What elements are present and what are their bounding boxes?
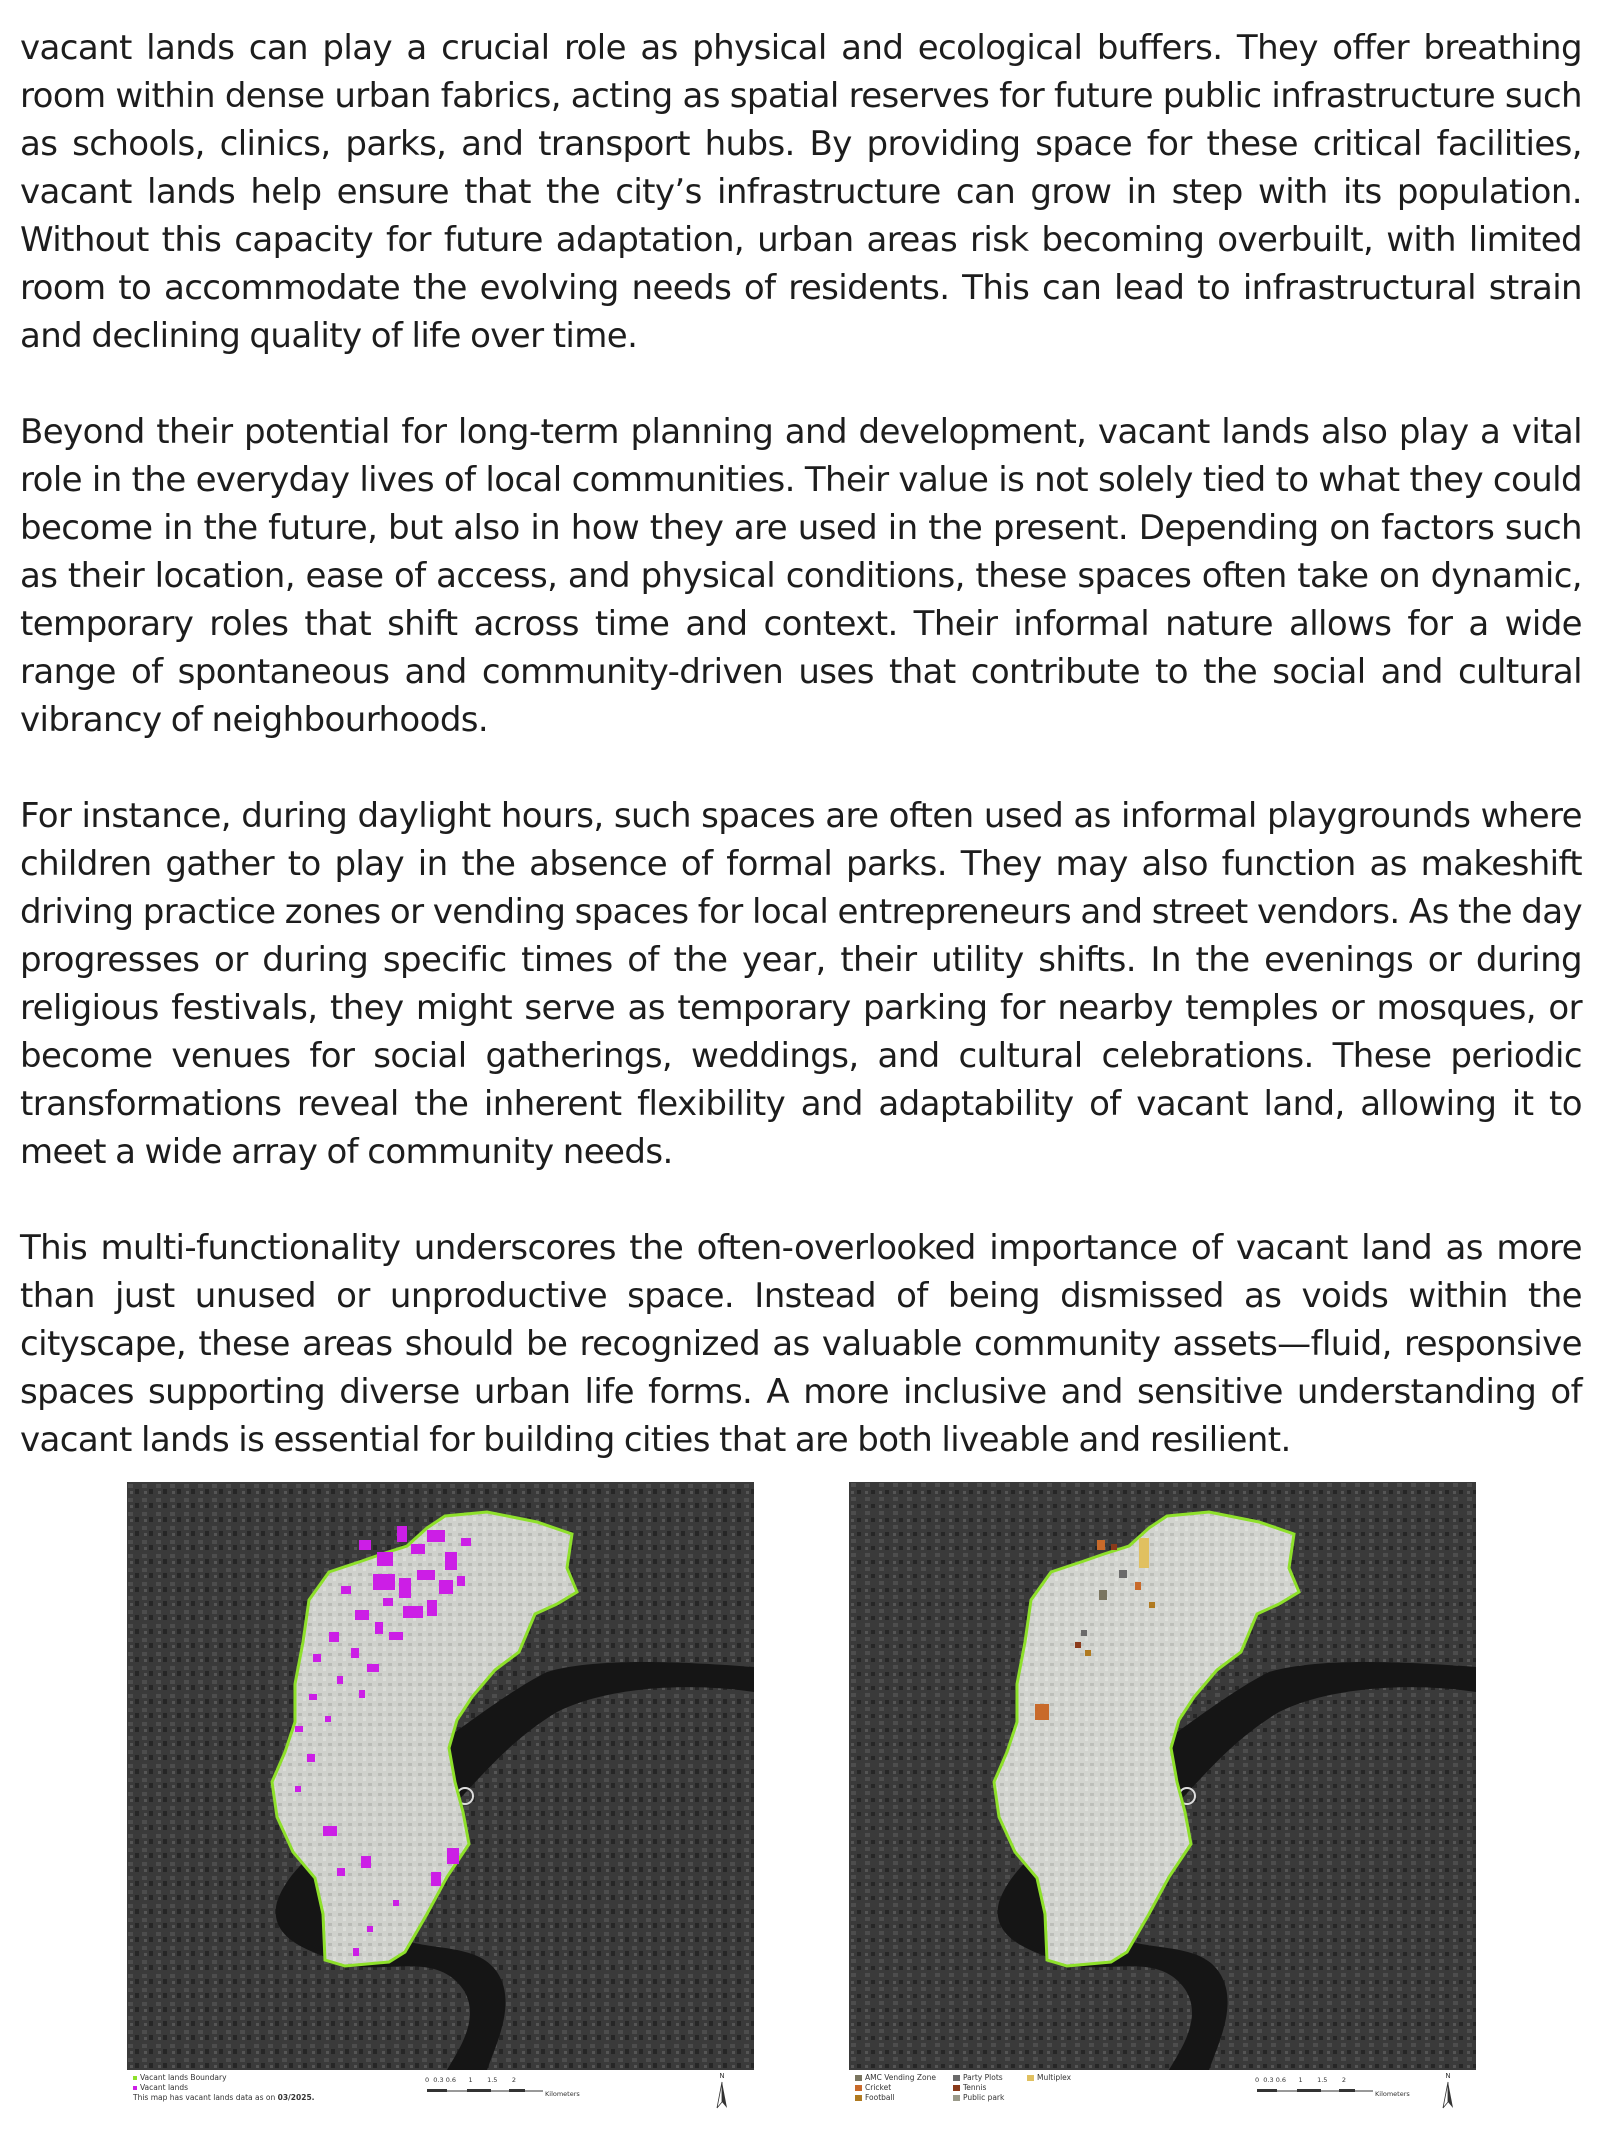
map-image-left bbox=[127, 1482, 754, 2070]
scale-bar-right bbox=[1255, 2086, 1375, 2096]
tennis-swatch-icon bbox=[953, 2085, 960, 2091]
paragraph-3: For instance, during daylight hours, such spaces are often used as informal playgrounds where children gather to play in the absence of formal parks. They may also function as makeshift driving practice zones or vending spaces for local entrepreneurs and street vendors. As the day progresses or during specific times of the year, their utility shifts. In the evenings or during religious festivals, they might serve as temporary parking for nearby temples or mosques, or become venues for social gatherings, weddings, and cultural celebrations. These periodic transformations reveal the inherent flexibility and adaptability of vacant land, allowing it to meet a wide array of community needs. bbox=[20, 796, 1582, 1172]
legend-vacant-label: Vacant lands bbox=[140, 2083, 189, 2092]
scale-bar-left bbox=[425, 2086, 545, 2096]
legend-multiplex: Multiplex bbox=[1037, 2073, 1072, 2082]
vacant-lands-map bbox=[127, 1482, 754, 2122]
scale-unit-right: Kilometers bbox=[1375, 2090, 1410, 2098]
legend-public-park: Public park bbox=[963, 2093, 1005, 2102]
map-legend-right bbox=[849, 2070, 1476, 2122]
north-arrow-icon: N bbox=[715, 2072, 729, 2114]
scale-ticks-right: 0 0.3 0.6 1 1.5 2 bbox=[1255, 2076, 1347, 2084]
legend-tennis: Tennis bbox=[963, 2083, 987, 2092]
north-arrow-icon-right: N bbox=[1441, 2072, 1455, 2114]
legend-amc-vending: AMC Vending Zone bbox=[865, 2073, 936, 2082]
legend-cricket: Cricket bbox=[865, 2083, 892, 2092]
map-legend-left bbox=[127, 2070, 754, 2122]
football-swatch-icon bbox=[855, 2095, 862, 2101]
scale-ticks-left: 0 0.3 0.6 1 1.5 2 bbox=[425, 2076, 517, 2084]
paragraph-4: This multi-functionality underscores the often-overlooked importance of vacant land as more than just unused or unproductive space. Instead of being dismissed as voids within the cityscape, these areas should be recognized as valuable community assets—fluid, responsive spaces supporting diverse urban life forms. A more inclusive and sensitive understanding of vacant lands is essential for building cities that are both liveable and resilient. bbox=[20, 1228, 1582, 1460]
vacant-swatch-icon bbox=[133, 2086, 137, 2090]
map-image-right bbox=[849, 1482, 1476, 2070]
legend-note-date: 03/2025. bbox=[277, 2093, 315, 2102]
legend-party-plots: Party Plots bbox=[963, 2073, 1003, 2082]
amc-vending-swatch-icon bbox=[855, 2075, 862, 2081]
boundary-swatch-icon bbox=[133, 2076, 137, 2080]
paragraph-1: vacant lands can play a crucial role as physical and ecological buffers. They offer breathing room within dense urban fabrics, acting as spatial reserves for future public infrastructure such as schools, clinics, parks, and transport hubs. By providing space for these critical facilities, vacant lands help ensure that the city’s infrastructure can grow in step with its population. Without this capacity for future adaptation, urban areas risk becoming overbuilt, with limited room to accommodate the evolving needs of residents. This can lead to infrastructural strain and declining quality of life over time. bbox=[20, 28, 1582, 356]
legend-football: Football bbox=[865, 2093, 895, 2102]
community-uses-map bbox=[849, 1482, 1476, 2122]
legend-note: This map has vacant lands data as on bbox=[133, 2093, 278, 2102]
public-park-swatch-icon bbox=[953, 2095, 960, 2101]
article-text bbox=[20, 24, 1582, 1464]
scale-unit-left: Kilometers bbox=[545, 2090, 580, 2098]
paragraph-2: Beyond their potential for long-term planning and development, vacant lands also play a vital role in the everyday lives of local communities. Their value is not solely tied to what they could become in the future, but also in how they are used in the present. Depending on factors such as their location, ease of access, and physical conditions, these spaces often take on dynamic, temporary roles that shift across time and context. Their informal nature allows for a wide range of spontaneous and community-driven uses that contribute to the social and cultural vibrancy of neighbourhoods. bbox=[20, 412, 1582, 740]
party-plots-swatch-icon bbox=[953, 2075, 960, 2081]
cricket-swatch-icon bbox=[855, 2085, 862, 2091]
multiplex-swatch-icon bbox=[1027, 2075, 1034, 2081]
legend-boundary-label: Vacant lands Boundary bbox=[140, 2073, 227, 2082]
